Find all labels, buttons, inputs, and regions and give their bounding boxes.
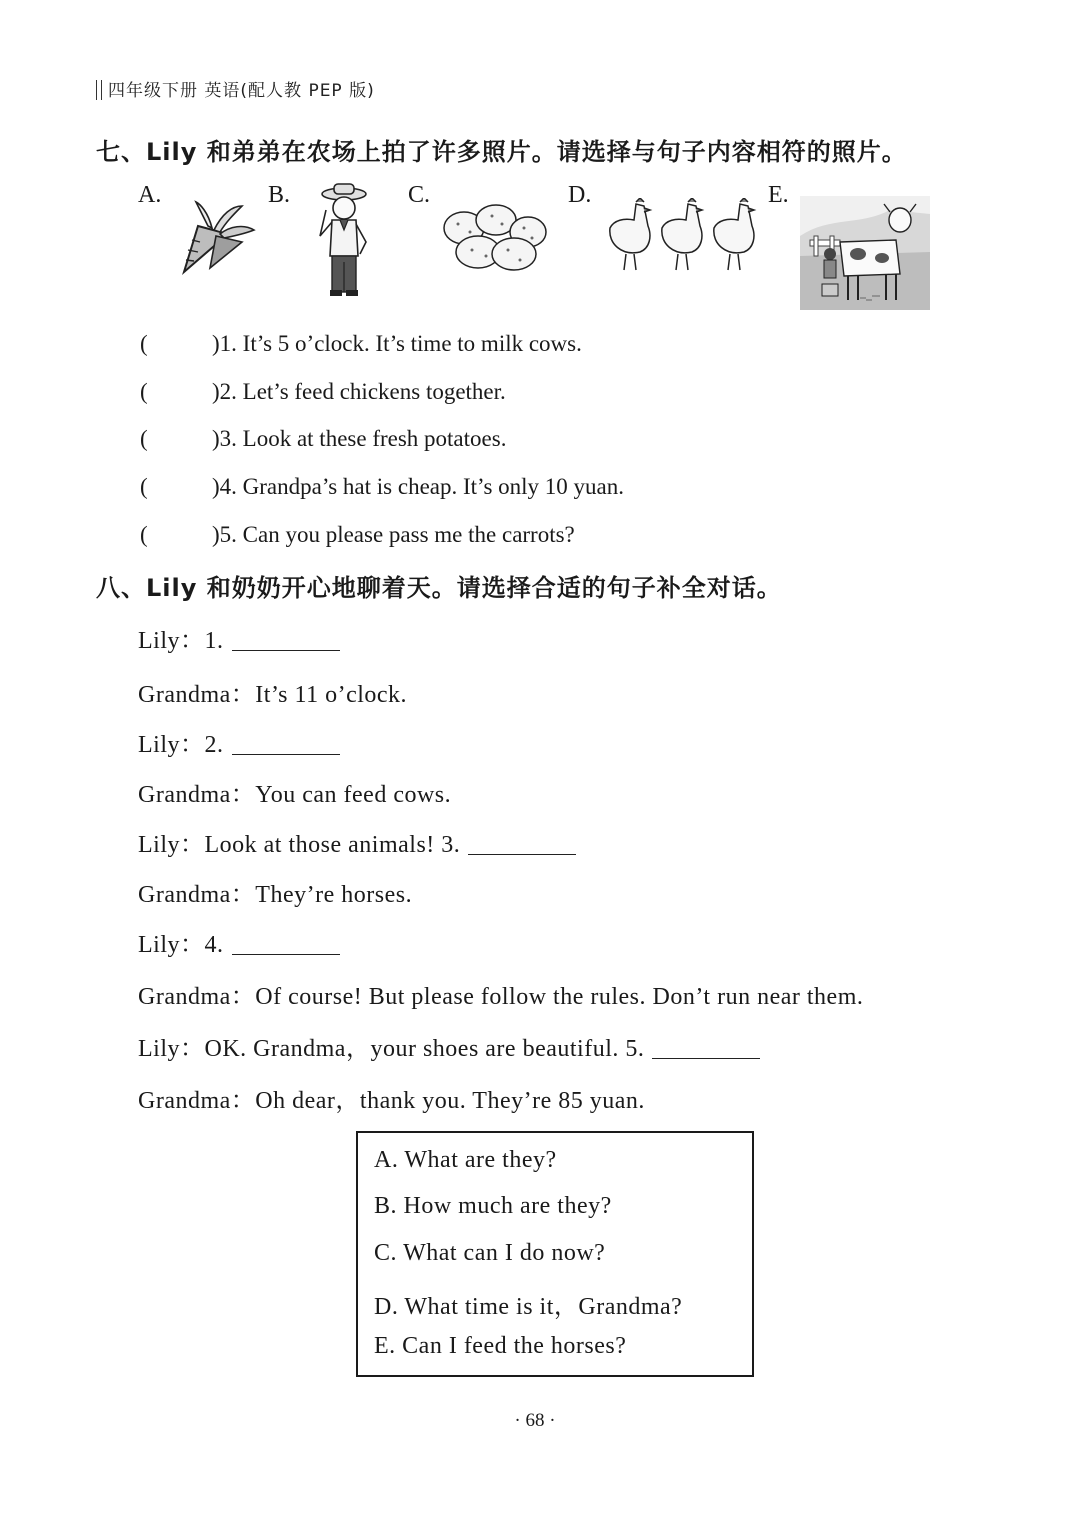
section8-heading: 八、Lily 和奶奶开心地聊着天。请选择合适的句子补全对话。 [96,574,782,602]
question-1 [140,331,582,357]
milking-cow-icon [800,196,930,310]
page-number: · 68 · [514,1410,556,1431]
dialogue-text: Grandma：They’re horses. [138,882,413,908]
answer-paren[interactable]: ( [140,426,148,451]
option-b-letter: B. [268,182,291,208]
dialogue-line-5 [138,824,576,859]
dialogue-line-1 [138,620,340,655]
dialogue-text: Grandma：It’s 11 o’clock. [138,682,408,708]
option-c-letter: C. [408,182,431,208]
option-c [408,182,430,209]
answer-blank-5[interactable] [652,1036,760,1059]
question-2 [140,379,506,405]
dialogue-text: Lily：OK. Grandma，your shoes are beautiful. 5. [138,1036,645,1062]
option-d [568,182,591,209]
choices-box [356,1131,754,1377]
running-head [96,76,375,101]
section7-heading: 七、Lily 和弟弟在农场上拍了许多照片。请选择与句子内容相符的照片。 [96,138,907,166]
answer-blank-3[interactable] [468,832,576,855]
question-5 [140,522,575,548]
potatoes-icon [440,198,550,274]
answer-paren[interactable]: ( [140,379,148,404]
dialogue-text: Lily：Look at those animals! 3. [138,832,461,858]
dialogue-text: Grandma：Oh dear，thank you. They’re 85 yuan. [138,1088,645,1114]
answer-paren[interactable]: ( [140,331,148,356]
dialogue-line-6 [138,874,412,909]
answer-blank-1[interactable] [232,628,340,651]
question-text: )3. Look at these fresh potatoes. [212,426,507,451]
choice-d: D. What time is it，Grandma? [374,1294,683,1320]
question-text: )2. Let’s feed chickens together. [212,379,506,404]
dialogue-line-2 [138,674,407,709]
option-d-letter: D. [568,182,592,208]
choice-e: E. Can I feed the horses? [374,1333,627,1359]
option-e [768,182,789,209]
answer-blank-2[interactable] [232,732,340,755]
option-e-letter: E. [768,182,789,208]
dialogue-text: Lily：1. [138,628,224,654]
choice-a: A. What are they? [374,1147,557,1173]
choice-c: C. What can I do now? [374,1240,606,1266]
dialogue-text: Lily：2. [138,732,224,758]
question-3 [140,426,506,452]
answer-blank-4[interactable] [232,932,340,955]
question-text: )1. It’s 5 o’clock. It’s time to milk cows. [212,331,582,356]
running-head-title: 四年级下册 英语(配人教 PEP 版) [108,81,375,101]
dialogue-line-7 [138,924,340,959]
question-4 [140,474,624,500]
dialogue-text: Lily：4. [138,932,224,958]
dialogue-line-8 [138,976,863,1011]
running-head-bar [96,80,102,100]
question-text: )5. Can you please pass me the carrots? [212,522,575,547]
chickens-icon [604,198,760,274]
dialogue-line-9 [138,1028,760,1063]
dialogue-text: Grandma：Of course! But please follow the rules. Don’t run near them. [138,984,864,1010]
dialogue-line-3 [138,724,340,759]
question-text: )4. Grandpa’s hat is cheap. It’s only 10 yuan. [212,474,624,499]
choice-b: B. How much are they? [374,1193,612,1219]
carrot-icon [170,196,260,278]
answer-paren[interactable]: ( [140,522,148,547]
dialogue-line-4 [138,774,451,809]
option-a-letter: A. [138,182,162,208]
dialogue-text: Grandma：You can feed cows. [138,782,452,808]
grandpa-icon [310,180,376,300]
option-b [268,182,290,209]
dialogue-line-10 [138,1080,645,1115]
answer-paren[interactable]: ( [140,474,148,499]
option-a [138,182,161,209]
